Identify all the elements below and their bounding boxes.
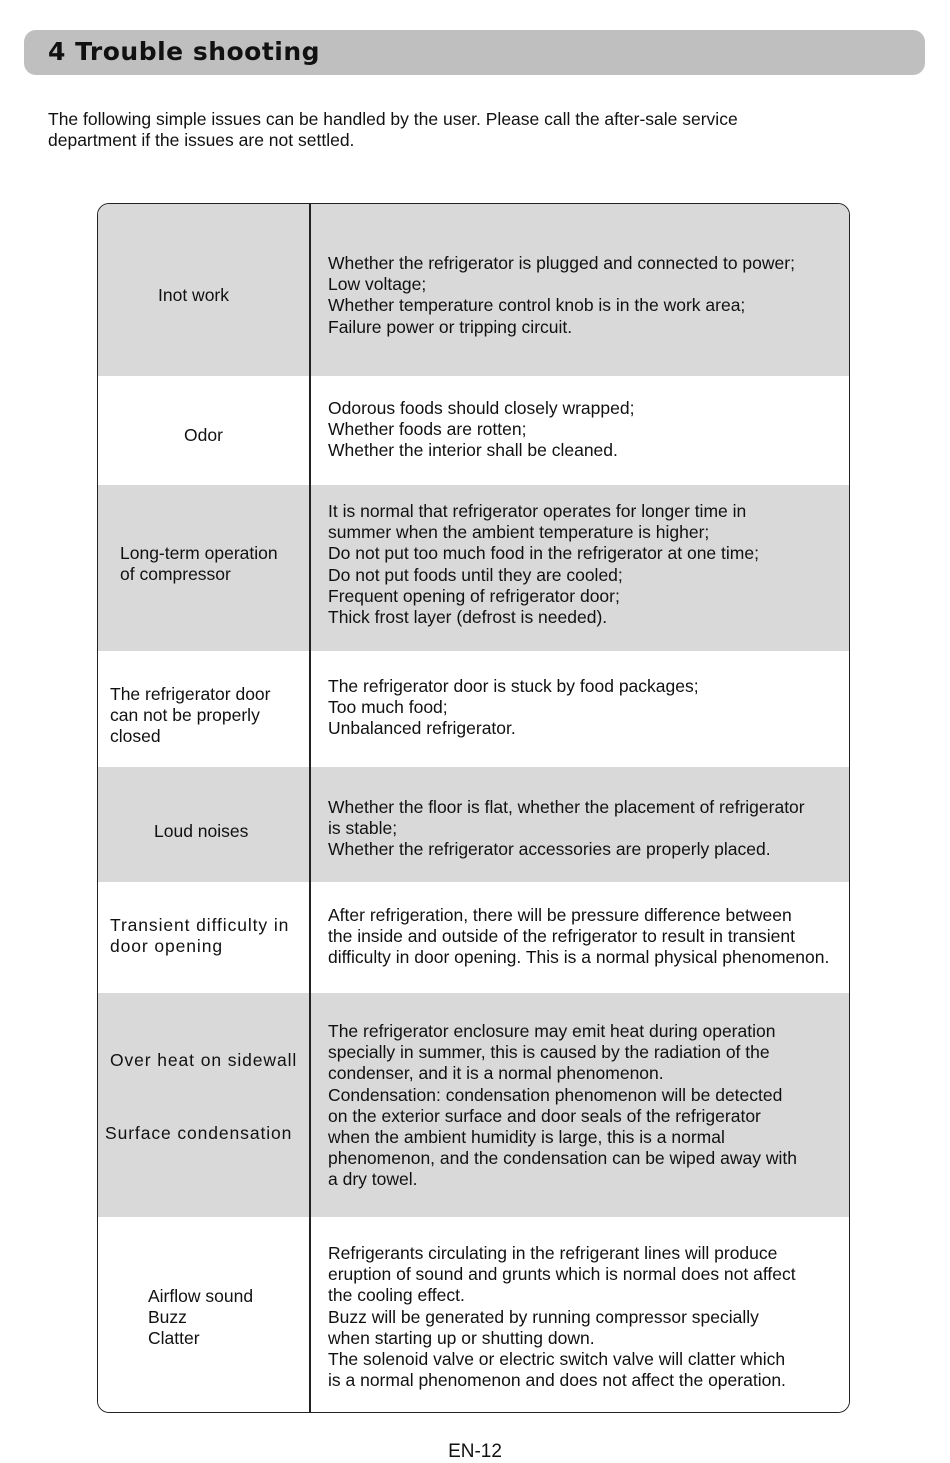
issue-cell [110,915,289,957]
troubleshooting-table [97,203,850,1413]
cause-text: phenomenon, and the condensation can be wiped away with [328,1148,797,1169]
table-row [98,767,849,882]
issue-cell [184,425,223,446]
cause-cell [328,398,634,462]
cause-text: is a normal phenomenon and does not affect the operation. [328,1370,786,1391]
cause-text: It is normal that refrigerator operates for longer time in [328,501,747,521]
cause-text: Whether the refrigerator is plugged and connected to power; [328,253,795,273]
cause-text: Whether the floor is flat, whether the placement of refrigerator [328,797,805,817]
section-title: 4 Trouble shooting [48,37,321,66]
cause-text: Do not put too much food in the refrigerator at one time; [328,543,759,564]
issue-cell [148,1286,253,1350]
table-row [98,1217,849,1412]
cause-cell [328,1243,796,1391]
cause-text: The refrigerator door is stuck by food packages; [328,676,699,696]
cause-text: specially in summer, this is caused by the radiation of the [328,1042,770,1063]
cause-text: difficulty in door opening. This is a normal physical phenomenon. [328,947,830,968]
issue-text: Surface condensation [105,1123,293,1143]
intro-line: department if the issues are not settled. [48,130,355,150]
cause-text: when the ambient humidity is large, this is a normal [328,1127,725,1148]
issue-text: Buzz [148,1307,187,1328]
cause-cell [328,905,829,969]
intro-paragraph [48,109,868,151]
cause-text: Frequent opening of refrigerator door; [328,585,620,606]
issue-text: The refrigerator door [110,684,271,704]
cause-text: a dry towel. [328,1169,418,1190]
cause-cell [328,797,805,861]
cause-text: Whether temperature control knob is in the work area; [328,295,746,316]
cause-text: Refrigerants circulating in the refrigerant lines will produce [328,1243,778,1263]
issue-text: Long-term operation [120,543,278,563]
cause-text: on the exterior surface and door seals of the refrigerator [328,1105,761,1126]
cause-cell [328,501,759,628]
cause-text: Failure power or tripping circuit. [328,316,573,337]
cause-text: the cooling effect. [328,1285,465,1306]
issue-text: Clatter [148,1328,200,1349]
cause-text: when starting up or shutting down. [328,1327,595,1348]
cause-text: After refrigeration, there will be pressure difference between [328,905,792,925]
issue-text: Airflow sound [148,1286,254,1306]
cause-cell [328,1021,797,1191]
cause-text: is stable; [328,818,398,839]
cause-text: Whether the interior shall be cleaned. [328,440,618,461]
issue-text: closed [110,726,161,747]
issue-text: Loud noises [154,821,249,841]
cause-text: Whether foods are rotten; [328,419,527,440]
issue-cell [120,543,278,585]
issue-text: can not be properly [110,705,260,726]
cause-text: The refrigerator enclosure may emit heat during operation [328,1021,776,1041]
cause-text: The solenoid valve or electric switch valve will clatter which [328,1349,786,1370]
issue-cell [110,684,271,748]
cause-text: Condensation: condensation phenomenon will be detected [328,1084,783,1105]
cause-text: the inside and outside of the refrigerator to result in transient [328,926,795,947]
cause-text: Unbalanced refrigerator. [328,718,516,739]
issue-text: Transient difficulty in [110,915,290,935]
issue-text: door opening [110,936,223,957]
issue-text: of compressor [120,564,231,585]
column-divider [309,204,311,1412]
issue-text: Inot work [158,285,229,305]
issue-text: Odor [184,425,223,445]
cause-text: Buzz will be generated by running compressor specially [328,1306,759,1327]
table-row [98,376,849,485]
issue-cell [158,285,229,306]
cause-text: condenser, and it is a normal phenomenon. [328,1063,664,1084]
cause-text: Odorous foods should closely wrapped; [328,398,635,418]
issue-cell [110,1050,297,1071]
page-number: EN-12 [448,1441,502,1462]
table-row [98,882,849,993]
section-header-bar [24,30,925,75]
table-row [98,651,849,767]
cause-text: Whether the refrigerator accessories are properly placed. [328,839,771,860]
cause-text: Low voltage; [328,274,427,295]
cause-cell [328,676,699,740]
issue-cell [154,821,248,842]
issue-cell [105,1123,292,1144]
cause-text: summer when the ambient temperature is higher; [328,522,710,543]
cause-text: Do not put foods until they are cooled; [328,564,623,585]
table-row [98,485,849,651]
table-row [98,204,849,376]
issue-text: Over heat on sidewall [110,1050,298,1070]
table-row [98,993,849,1217]
cause-cell [328,253,795,338]
intro-line: The following simple issues can be handled by the user. Please call the after-sale service [48,109,738,129]
cause-text: Too much food; [328,697,448,718]
cause-text: eruption of sound and grunts which is normal does not affect [328,1264,796,1285]
cause-text: Thick frost layer (defrost is needed). [328,607,608,628]
